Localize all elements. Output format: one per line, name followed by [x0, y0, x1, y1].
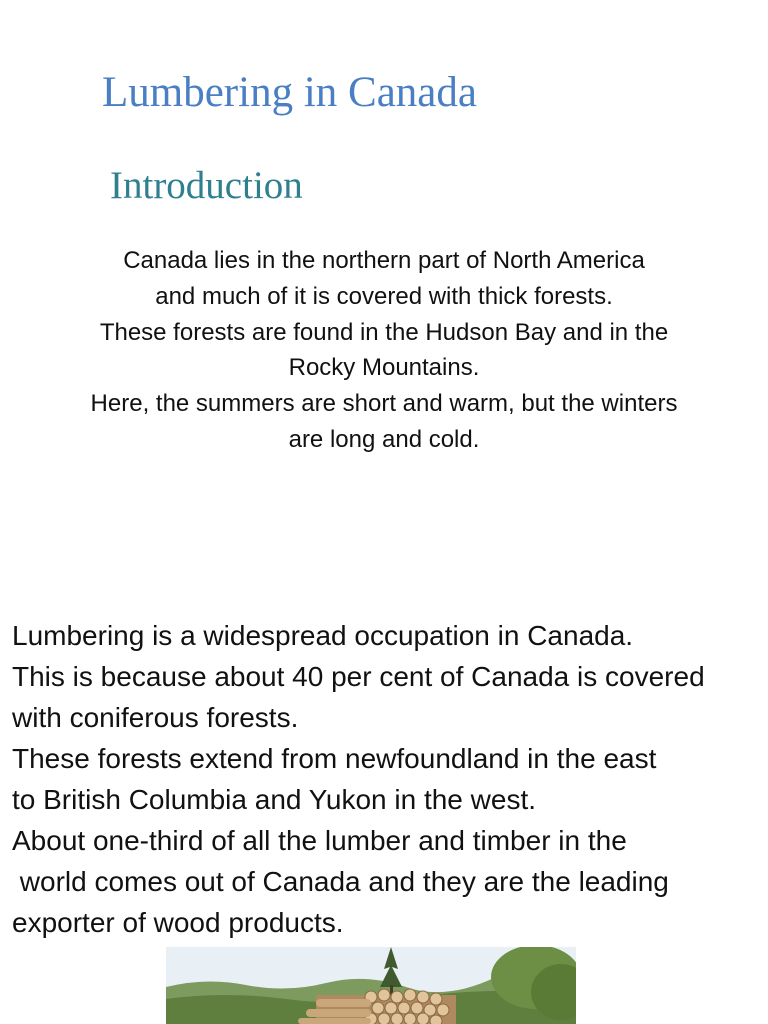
- body-line: world comes out of Canada and they are the leading: [12, 866, 669, 897]
- body-line: These forests extend from newfoundland in the east: [12, 743, 657, 774]
- log-pile-photo: [166, 947, 576, 1024]
- intro-line: are long and cold.: [288, 425, 480, 453]
- body-line: with coniferous forests.: [12, 702, 299, 733]
- body-line: exporter of wood products.: [12, 907, 344, 938]
- body-line: to British Columbia and Yukon in the west.: [12, 784, 537, 815]
- body-line: Lumbering is a widespread occupation in Canada.: [12, 620, 634, 651]
- body-line: About one-third of all the lumber and timber in the: [12, 825, 627, 856]
- intro-paragraph: [20, 243, 748, 458]
- intro-line: and much of it is covered with thick forests.: [155, 282, 613, 310]
- section-heading: Introduction: [110, 164, 303, 207]
- log-pile-illustration: [166, 947, 576, 1024]
- intro-line: Rocky Mountains.: [288, 354, 480, 382]
- intro-line: These forests are found in the Hudson Bay and in the: [99, 318, 669, 346]
- intro-line: Here, the summers are short and warm, but the winters: [90, 390, 678, 418]
- intro-line: Canada lies in the northern part of North America: [123, 247, 645, 274]
- page-title: Lumbering in Canada: [102, 69, 477, 116]
- body-paragraph: [12, 615, 768, 943]
- body-line: This is because about 40 per cent of Canada is covered: [12, 661, 705, 692]
